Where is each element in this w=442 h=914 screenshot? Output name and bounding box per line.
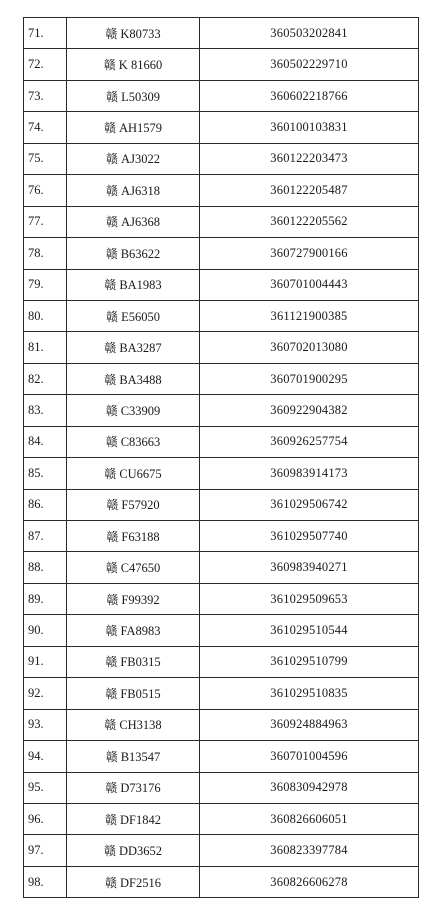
plate-number-cell <box>67 175 200 206</box>
row-number-cell: 82. <box>24 363 67 394</box>
registration-id-cell: 360922904382 <box>200 395 419 426</box>
registration-id-cell: 360823397784 <box>200 835 419 866</box>
plate-number-cell <box>67 238 200 269</box>
row-number-cell: 89. <box>24 583 67 614</box>
plate-province-prefix: 赣 <box>103 58 116 73</box>
registration-id-cell: 360983940271 <box>200 552 419 583</box>
plate-province-prefix: 赣 <box>103 121 116 136</box>
table-row <box>24 395 419 426</box>
registration-id-cell: 361029510835 <box>200 678 419 709</box>
plate-code: FB0315 <box>120 655 161 670</box>
plate-number-cell <box>67 458 200 489</box>
plate-province-prefix: 赣 <box>103 844 116 859</box>
table-row <box>24 615 419 646</box>
registration-id-cell: 360502229710 <box>200 49 419 80</box>
plate-number-cell <box>67 80 200 111</box>
plate-province-prefix: 赣 <box>105 624 118 639</box>
table-row <box>24 238 419 269</box>
plate-code: C47650 <box>120 561 161 576</box>
plate-code: AJ6368 <box>121 215 160 230</box>
plate-province-prefix: 赣 <box>104 372 117 387</box>
plate-province-prefix: 赣 <box>105 781 118 796</box>
registration-id-cell: 360830942978 <box>200 772 419 803</box>
plate-code: BA1983 <box>119 278 162 293</box>
table-row <box>24 489 419 520</box>
row-number-cell: 91. <box>24 646 67 677</box>
plate-province-prefix: 赣 <box>105 403 118 418</box>
plate-number-cell <box>67 709 200 740</box>
registration-id-cell: 360924884963 <box>200 709 419 740</box>
row-number-cell: 93. <box>24 709 67 740</box>
table-row <box>24 363 419 394</box>
table-row <box>24 803 419 834</box>
plate-code: BA3287 <box>119 341 162 356</box>
plate-province-prefix: 赣 <box>104 278 117 293</box>
plate-number-cell <box>67 552 200 583</box>
plate-province-prefix: 赣 <box>105 561 118 576</box>
plate-province-prefix: 赣 <box>106 152 119 167</box>
row-number-cell: 97. <box>24 835 67 866</box>
table-row <box>24 458 419 489</box>
plate-number-cell <box>67 426 200 457</box>
plate-number-cell <box>67 803 200 834</box>
plate-province-prefix: 赣 <box>106 183 119 198</box>
registration-id-cell: 360826606278 <box>200 866 419 897</box>
plate-code: B13547 <box>120 749 161 764</box>
table-row <box>24 678 419 709</box>
plate-code: AJ3022 <box>121 152 160 167</box>
registration-id-cell: 361029510799 <box>200 646 419 677</box>
row-number-cell: 83. <box>24 395 67 426</box>
table-row <box>24 709 419 740</box>
plate-number-cell <box>67 615 200 646</box>
row-number-cell: 88. <box>24 552 67 583</box>
row-number-cell: 80. <box>24 300 67 331</box>
registration-id-cell: 361029510544 <box>200 615 419 646</box>
table-row <box>24 18 419 49</box>
plate-code: AJ6318 <box>121 183 160 198</box>
table-row <box>24 175 419 206</box>
registration-id-cell: 360702013080 <box>200 332 419 363</box>
row-number-cell: 72. <box>24 49 67 80</box>
plate-province-prefix: 赣 <box>106 89 119 104</box>
plate-number-cell <box>67 835 200 866</box>
registration-id-cell: 361029507740 <box>200 521 419 552</box>
plate-province-prefix: 赣 <box>106 309 119 324</box>
row-number-cell: 85. <box>24 458 67 489</box>
table-row <box>24 269 419 300</box>
registration-id-cell: 360100103831 <box>200 112 419 143</box>
table-row <box>24 835 419 866</box>
registration-id-cell: 360122205562 <box>200 206 419 237</box>
registration-id-cell: 361121900385 <box>200 300 419 331</box>
table-row <box>24 866 419 897</box>
plate-province-prefix: 赣 <box>105 435 118 450</box>
registration-id-cell: 360122205487 <box>200 175 419 206</box>
table-row <box>24 143 419 174</box>
row-number-cell: 96. <box>24 803 67 834</box>
plate-code: F63188 <box>121 529 160 544</box>
plate-number-cell <box>67 269 200 300</box>
table-row <box>24 49 419 80</box>
plate-code: F57920 <box>121 498 160 513</box>
table-row <box>24 300 419 331</box>
plate-number-cell <box>67 112 200 143</box>
row-number-cell: 81. <box>24 332 67 363</box>
plate-number-cell <box>67 363 200 394</box>
vehicle-table-body <box>24 18 419 898</box>
plate-code: K 81660 <box>118 58 163 73</box>
plate-number-cell <box>67 49 200 80</box>
plate-province-prefix: 赣 <box>105 875 118 890</box>
plate-province-prefix: 赣 <box>105 749 118 764</box>
plate-province-prefix: 赣 <box>106 592 119 607</box>
row-number-cell: 98. <box>24 866 67 897</box>
plate-code: L50309 <box>121 89 160 104</box>
plate-number-cell <box>67 583 200 614</box>
row-number-cell: 73. <box>24 80 67 111</box>
plate-code: F99392 <box>121 592 160 607</box>
table-row <box>24 206 419 237</box>
plate-code: C33909 <box>120 403 161 418</box>
table-row <box>24 521 419 552</box>
row-number-cell: 77. <box>24 206 67 237</box>
plate-number-cell <box>67 332 200 363</box>
plate-number-cell <box>67 300 200 331</box>
table-row <box>24 552 419 583</box>
plate-province-prefix: 赣 <box>105 26 118 41</box>
plate-code: B63622 <box>120 246 161 261</box>
table-row <box>24 583 419 614</box>
plate-number-cell <box>67 521 200 552</box>
plate-province-prefix: 赣 <box>106 215 119 230</box>
registration-id-cell: 361029509653 <box>200 583 419 614</box>
table-row <box>24 426 419 457</box>
plate-code: BA3488 <box>119 372 162 387</box>
plate-code: E56050 <box>121 309 160 324</box>
plate-number-cell <box>67 772 200 803</box>
row-number-cell: 76. <box>24 175 67 206</box>
plate-number-cell <box>67 143 200 174</box>
plate-code: CU6675 <box>119 466 162 481</box>
plate-province-prefix: 赣 <box>104 718 117 733</box>
plate-province-prefix: 赣 <box>106 529 119 544</box>
plate-number-cell <box>67 866 200 897</box>
plate-code: AH1579 <box>118 121 163 136</box>
plate-province-prefix: 赣 <box>106 498 119 513</box>
plate-number-cell <box>67 18 200 49</box>
plate-province-prefix: 赣 <box>105 812 118 827</box>
plate-number-cell <box>67 395 200 426</box>
registration-id-cell: 360122203473 <box>200 143 419 174</box>
row-number-cell: 79. <box>24 269 67 300</box>
row-number-cell: 87. <box>24 521 67 552</box>
registration-id-cell: 360602218766 <box>200 80 419 111</box>
table-row <box>24 112 419 143</box>
plate-code: DF1842 <box>120 812 161 827</box>
registration-id-cell: 360727900166 <box>200 238 419 269</box>
row-number-cell: 78. <box>24 238 67 269</box>
plate-number-cell <box>67 206 200 237</box>
table-row <box>24 772 419 803</box>
vehicle-table <box>23 17 419 898</box>
table-row <box>24 741 419 772</box>
registration-id-cell: 360503202841 <box>200 18 419 49</box>
plate-province-prefix: 赣 <box>104 341 117 356</box>
row-number-cell: 84. <box>24 426 67 457</box>
table-row <box>24 646 419 677</box>
table-row <box>24 80 419 111</box>
plate-code: D73176 <box>120 781 161 796</box>
plate-number-cell <box>67 741 200 772</box>
plate-code: FB0515 <box>120 686 161 701</box>
row-number-cell: 71. <box>24 18 67 49</box>
row-number-cell: 92. <box>24 678 67 709</box>
table-row <box>24 332 419 363</box>
row-number-cell: 95. <box>24 772 67 803</box>
row-number-cell: 90. <box>24 615 67 646</box>
plate-number-cell <box>67 489 200 520</box>
plate-code: DF2516 <box>120 875 161 890</box>
plate-code: DD3652 <box>118 844 163 859</box>
plate-province-prefix: 赣 <box>105 686 118 701</box>
row-number-cell: 75. <box>24 143 67 174</box>
plate-code: FA8983 <box>120 624 161 639</box>
registration-id-cell: 360983914173 <box>200 458 419 489</box>
row-number-cell: 86. <box>24 489 67 520</box>
registration-id-cell: 360701004443 <box>200 269 419 300</box>
row-number-cell: 94. <box>24 741 67 772</box>
plate-code: C83663 <box>120 435 161 450</box>
plate-code: CH3138 <box>119 718 162 733</box>
plate-province-prefix: 赣 <box>105 655 118 670</box>
plate-number-cell <box>67 646 200 677</box>
row-number-cell: 74. <box>24 112 67 143</box>
plate-code: K80733 <box>120 26 161 41</box>
registration-id-cell: 360701900295 <box>200 363 419 394</box>
plate-province-prefix: 赣 <box>104 466 117 481</box>
plate-province-prefix: 赣 <box>105 246 118 261</box>
registration-id-cell: 360926257754 <box>200 426 419 457</box>
registration-id-cell: 360826606051 <box>200 803 419 834</box>
plate-number-cell <box>67 678 200 709</box>
registration-id-cell: 360701004596 <box>200 741 419 772</box>
registration-id-cell: 361029506742 <box>200 489 419 520</box>
